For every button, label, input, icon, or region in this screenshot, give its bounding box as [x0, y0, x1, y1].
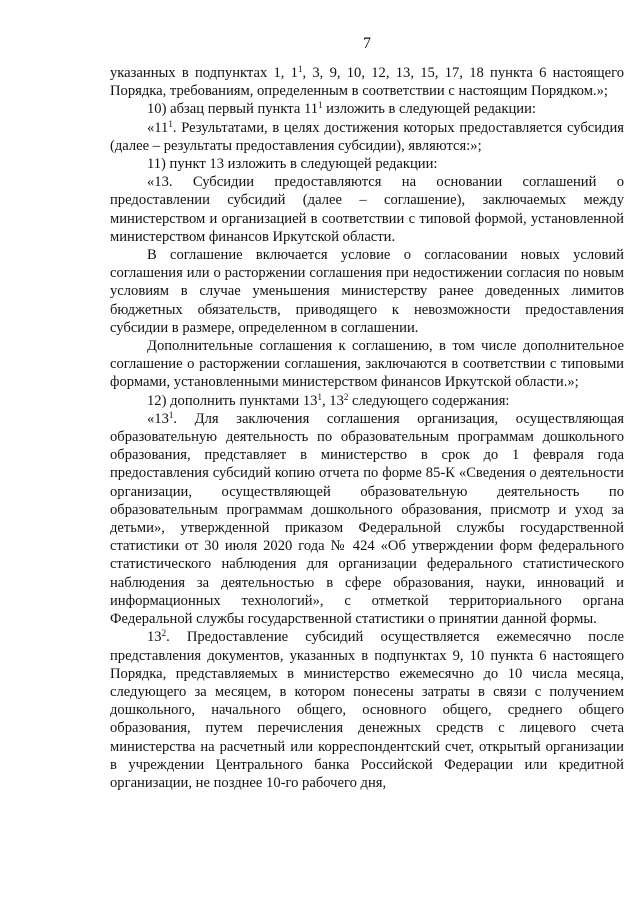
superscript: 1: [318, 100, 323, 111]
paragraph-p1: [110, 64, 624, 100]
document-body: [110, 64, 624, 792]
paragraph-text: , 13: [321, 392, 344, 409]
paragraph-text: изложить в следующей редакции:: [322, 101, 536, 118]
paragraph-p5: [110, 173, 624, 246]
paragraph-text: , 3, 9, 10, 12, 13, 15, 17, 18 пункта 6 настоящего Порядка, требованиям, определенным в соответствии с настоящим Порядком.»;: [110, 65, 624, 100]
paragraph-text: указанных в подпунктах 1, 1: [110, 65, 298, 81]
superscript: 1: [168, 118, 173, 129]
superscript: 1: [168, 409, 174, 420]
paragraph-text: . Для заключения соглашения организация, осуществляющая образовательную деятельность по образовательным программам дошкольного образования, представляет в министерство в срок до 1 февраля года предоставления субсидий копию отчета по форме 85-К «Сведения о деятельности организации, осуществляющей образовательную деятельность по образовательным программам дошкольного образования, присмотр и уход за детьми», утвержденной приказом Федеральной службы государственной статистики от 30 июля 2020 года № 424 «Об утверждении форм федерального статистического наблюдения для организации федерального статистического наблюдения за деятельностью в сфере образования, науки, инноваций и информационных технологий», с отметкой территориального органа Федеральной службы государственной статистики о принятии данной формы.: [110, 410, 624, 628]
paragraph-text: В соглашение включается условие о согласовании новых условий соглашения или о расторжении соглашения при недостижении согласия по новым условиям в случае уменьшения министерству ранее доведенных лимитов бюджетных обязательств, приводящего к невозможности предоставления субсидии в размере, определенном в соглашении.: [110, 247, 624, 336]
paragraph-p3: [110, 119, 624, 155]
paragraph-text: «11: [147, 119, 169, 136]
page-number: 7: [363, 35, 371, 52]
paragraph-text: . Результатами, в целях достижения которых предоставляется субсидия (далее – результаты предоставления субсидии), являются:»;: [110, 119, 624, 154]
paragraph-p9: [110, 410, 624, 628]
superscript: 2: [343, 391, 349, 402]
paragraph-text: Дополнительные соглашения к соглашению, в том числе дополнительное соглашение о расторжении соглашения, заключаются в соответствии с типовыми формами, установленными министерством финансов Иркутской области.»;: [110, 338, 624, 391]
paragraph-p7: [110, 337, 624, 392]
paragraph-text: следующего содержания:: [348, 392, 510, 409]
paragraph-text: 13: [147, 629, 162, 646]
paragraph-p6: [110, 246, 624, 337]
paragraph-p8: [110, 392, 624, 410]
paragraph-text: . Предоставление субсидий осуществляется ежемесячно после представления документов, указанных в подпунктах 9, 10 пункта 6 настоящего Порядка, представляемых в министерство ежемесячно до 10 числа месяца, следующего за месяцем, в котором понесены затраты в связи с получением дошкольного, начального общего, основного общего, среднего общего образования, путем перечисления денежных средств с лицевого счета министерства на расчетный или корреспондентский счет, открытый организации в учреждении Центрального банка Российской Федерации или кредитной организации, не позднее 10-го рабочего дня,: [110, 629, 624, 791]
superscript: 1: [317, 391, 322, 402]
superscript: 1: [297, 64, 303, 74]
paragraph-p2: [110, 100, 624, 118]
paragraph-p10: [110, 628, 624, 792]
paragraph-text: 10) абзац первый пункта 11: [147, 101, 318, 118]
paragraph-p4: [110, 155, 624, 173]
paragraph-text: «13: [147, 410, 169, 427]
document-page: [110, 34, 624, 792]
paragraph-text: 11) пункт 13 изложить в следующей редакции:: [147, 156, 438, 173]
superscript: 2: [161, 628, 167, 639]
paragraph-text: 12) дополнить пунктами 13: [147, 392, 318, 409]
paragraph-text: «13. Субсидии предоставляются на основании соглашений о предоставлении субсидий (далее – соглашение), заключаемых между министерством и организацией в соответствии с типовой формой, установленной министерством финансов Иркутской области.: [110, 174, 624, 245]
